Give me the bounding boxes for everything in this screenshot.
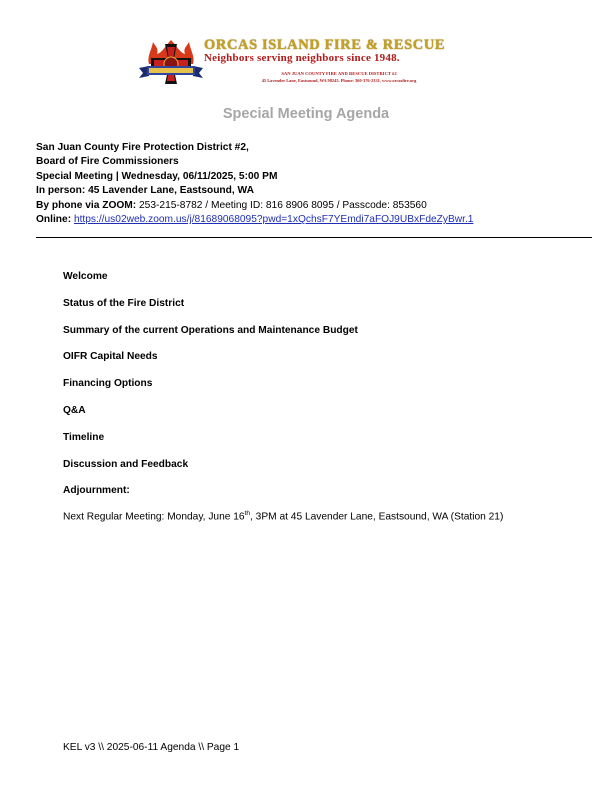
agenda-item: Summary of the current Operations and Maintenance Budget <box>63 324 358 336</box>
divider <box>36 237 592 238</box>
next-meeting-prefix: Next Regular Meeting: Monday, June 16 <box>63 511 245 523</box>
agenda-item: Financing Options <box>63 378 153 390</box>
page-footer: KEL v3 \\ 2025-06-11 Agenda \\ Page 1 <box>63 742 240 753</box>
online-label: Online: <box>36 214 72 226</box>
agenda-item: Status of the Fire District <box>63 297 185 309</box>
board-heading: Board of Fire Commissioners <box>36 156 179 168</box>
meeting-datetime: Special Meeting | Wednesday, 06/11/2025, 5:00 PM <box>36 170 278 182</box>
next-meeting-note <box>63 510 503 522</box>
phone-value: 253-215-8782 / Meeting ID: 816 8906 8095 / Passcode: 853560 <box>136 199 427 211</box>
page-title: Special Meeting Agenda <box>222 106 390 122</box>
agenda-list <box>63 271 358 512</box>
agenda-item: Adjournment: <box>63 485 130 497</box>
phone-label: By phone via ZOOM: <box>36 199 137 211</box>
agenda-item: OIFR Capital Needs <box>63 351 158 363</box>
district-heading: San Juan County Fire Protection District #2, <box>36 142 249 153</box>
agenda-item: Welcome <box>63 271 108 282</box>
org-tagline: Neighbors serving neighbors since 1948. <box>204 52 400 64</box>
next-meeting-ordinal: th <box>244 510 251 517</box>
agenda-item: Timeline <box>63 431 105 443</box>
district-name: SAN JUAN COUNTY FIRE AND RESCUE DISTRICT #2 <box>281 71 397 76</box>
phone-info <box>36 199 473 213</box>
zoom-link[interactable]: https://us02web.zoom.us/j/81689068095?pwd=1xQchsF7YEmdi7aFOJ9UBxFdeZyBwr.1 <box>73 214 474 226</box>
fire-department-logo <box>135 38 207 90</box>
online-info <box>36 213 473 227</box>
in-person-location: In person: 45 Lavender Lane, Eastsound, WA <box>36 185 254 197</box>
org-address: 45 Lavender Lane, Eastsound, WA 98245. Phone: 360-376-2331, www.orcasfire.org <box>261 78 417 83</box>
meeting-details <box>36 141 473 227</box>
next-meeting-rest: , 3PM at 45 Lavender Lane, Eastsound, WA (Station 21) <box>250 511 504 523</box>
agenda-item: Discussion and Feedback <box>63 458 189 470</box>
agenda-item: Q&A <box>63 404 86 416</box>
org-name: ORCAS ISLAND FIRE & RESCUE <box>204 37 446 53</box>
